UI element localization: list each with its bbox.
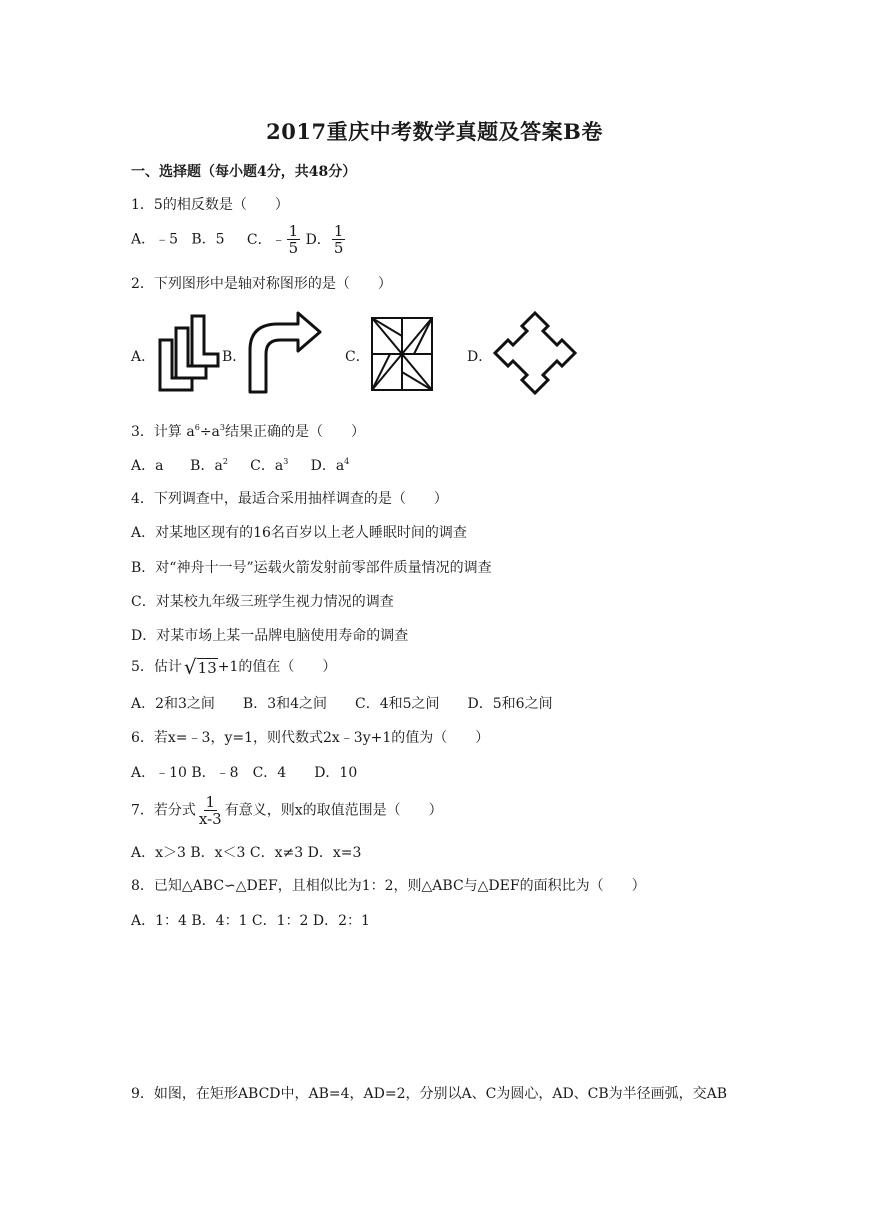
question-7-options: A．x＞3 B．x＜3 C．x≠3 D．x=3	[131, 845, 362, 861]
option-c: C．﹣ $\frac{1}{5}$	[246, 222, 299, 257]
section-heading: 一、选择题（每小题4分，共48分）	[131, 164, 357, 180]
question-4-stem: 4．下列调查中，最适合采用抽样调查的是（ ）	[131, 491, 448, 507]
question-4-option-d: D．对某市场上某一品牌电脑使用寿命的调查	[131, 628, 409, 644]
pinwheel-icon	[366, 310, 438, 396]
question-8-options: A．1：4 B．4：1 C．1：2 D．2：1	[131, 913, 370, 929]
question-3-stem: 3．计算 $a^6\div a^3$结果正确的是（ ）	[131, 423, 365, 440]
question-1-stem: 1．5的相反数是（ ）	[131, 197, 289, 213]
question-1-options	[131, 223, 346, 256]
question-6-options: A．﹣10 B．﹣8 C．4 D．10	[131, 765, 358, 781]
star-cross-icon	[492, 310, 578, 404]
question-5-options: A．2和3之间 B．3和4之间 C．4和5之间 D．5和6之间	[131, 696, 553, 712]
option-c: C．$a^3$	[250, 457, 289, 474]
figure-label-c: C．	[345, 349, 370, 365]
nested-l-shapes-icon	[152, 310, 224, 398]
question-4-option-a: A．对某地区现有的16名百岁以上老人睡眠时间的调查	[131, 525, 467, 541]
figure-label-d: D．	[467, 349, 493, 365]
question-7-stem: 7．若分式 $\frac{1}{x-3}$ 有意义，则x的取值范围是（ ）	[131, 793, 443, 828]
fraction: $\frac{1}{x-3}$	[198, 793, 222, 828]
question-2-figures	[0, 310, 869, 406]
option-d: D．$a^4$	[310, 457, 350, 474]
fraction: $\frac{1}{5}$	[333, 222, 344, 257]
option-a: A．a	[131, 458, 164, 474]
square-root: √ 13	[183, 655, 217, 679]
option-d: D． $\frac{1}{5}$	[305, 222, 344, 257]
question-6-stem: 6．若x=﹣3，y=1，则代数式2x﹣3y+1的值为（ ）	[131, 730, 490, 746]
question-9-stem: 9．如图，在矩形ABCD中，AB=4，AD=2，分别以A、C为圆心，AD、CB为半径画弧，交AB	[131, 1086, 728, 1102]
option-b: B．$a^2$	[190, 457, 228, 474]
question-3-options	[131, 455, 349, 475]
fraction: $\frac{1}{5}$	[288, 222, 299, 257]
question-8-stem: 8．已知△ABC∽△DEF，且相似比为1：2，则△ABC与△DEF的面积比为（ ）	[131, 878, 646, 894]
question-2-stem: 2．下列图形中是轴对称图形的是（ ）	[131, 276, 392, 292]
question-4-option-b: B．对“神舟十一号”运载火箭发射前零部件质量情况的调查	[131, 560, 492, 576]
option-a: A．﹣5	[131, 231, 179, 248]
page-title: 2017重庆中考数学真题及答案B卷	[266, 119, 603, 144]
curved-arrow-icon	[244, 310, 324, 396]
question-4-option-c: C．对某校九年级三班学生视力情况的调查	[131, 594, 394, 610]
figure-label-b: B．	[222, 349, 247, 365]
option-b: B．5	[191, 231, 225, 248]
question-5-stem: 5．估计 √ 13 +1的值在（ ）	[131, 655, 337, 679]
figure-label-a: A．	[131, 349, 156, 365]
